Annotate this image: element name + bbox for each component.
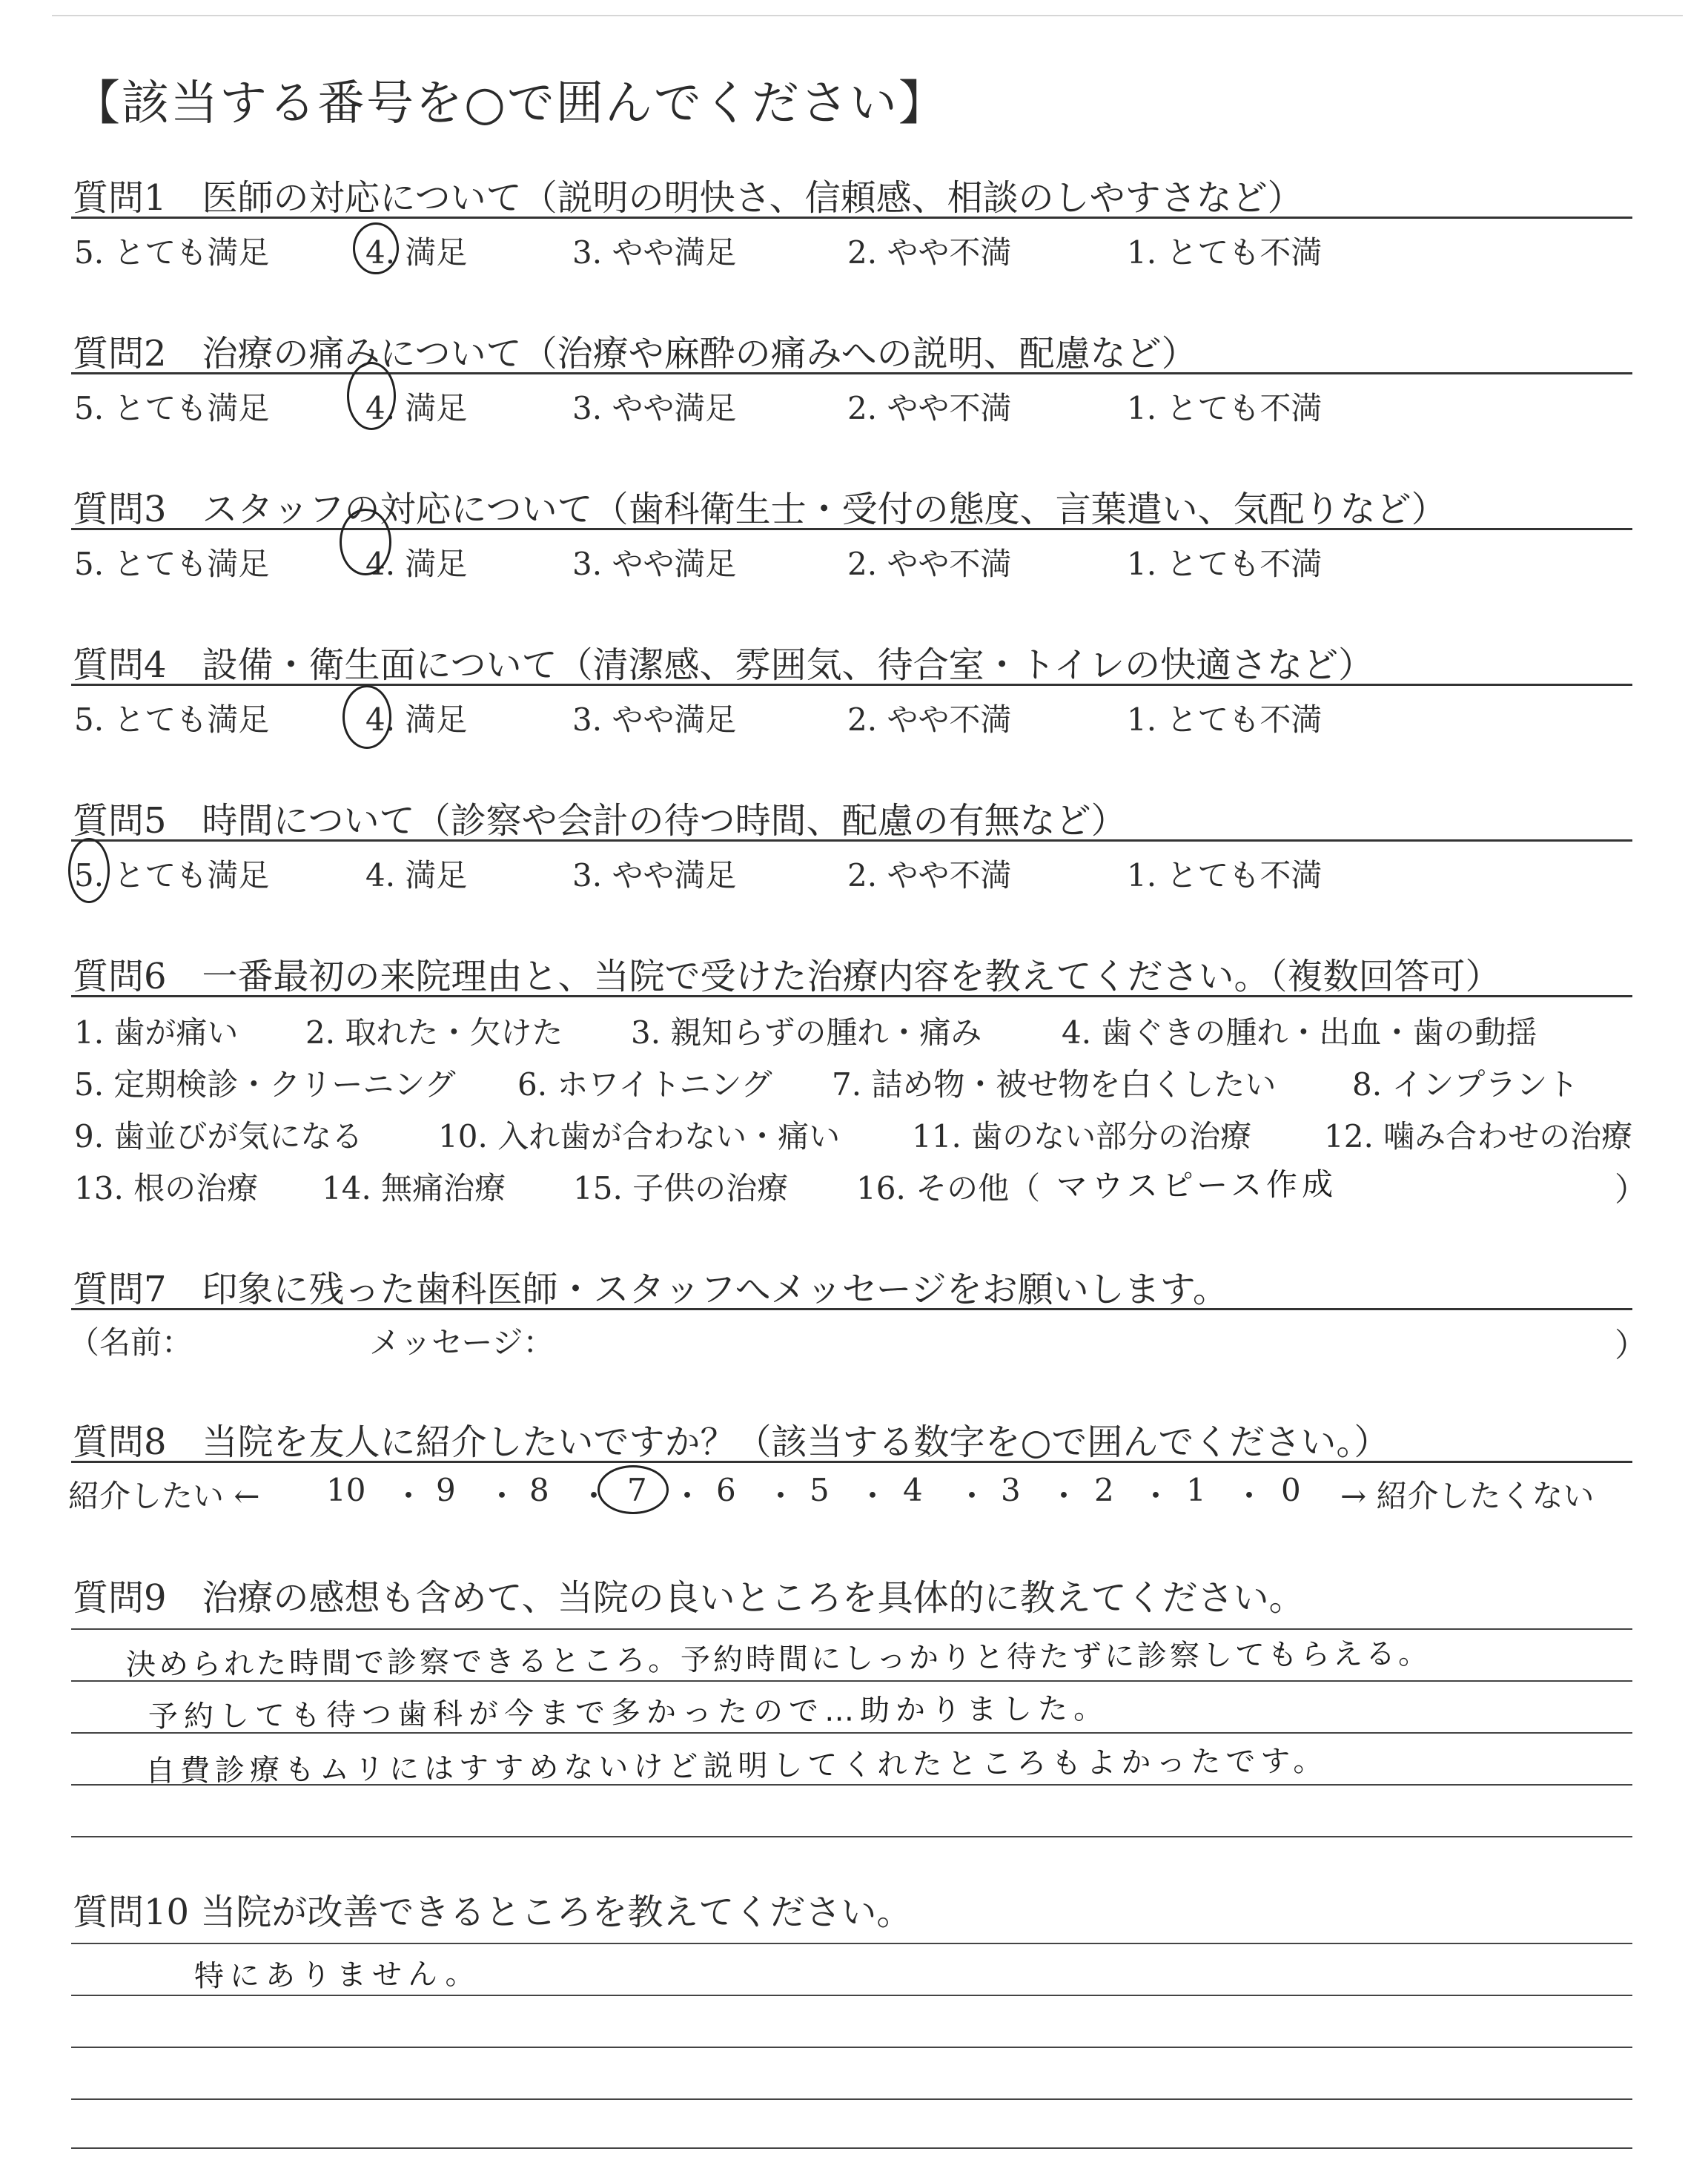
q5-title: 質問5 時間について（診察や会計の待つ時間、配慮の有無など）	[73, 800, 1127, 842]
q6-item-12[interactable]: 12. 噛み合わせの治療	[1324, 1118, 1633, 1155]
q9-answer-line-2: 予約しても待つ歯科が今まで多かったので…助かりました。	[148, 1691, 1110, 1734]
q8-score-2[interactable]: 2	[1094, 1472, 1114, 1508]
q4-selection-circle	[342, 685, 391, 749]
q8-dot: ・	[1048, 1478, 1080, 1514]
q9-line-1	[71, 1628, 1632, 1630]
q9-answer-line-1: 決められた時間で診察できるところ。予約時間にしっかりと待たずに診察してもらえる。	[125, 1636, 1431, 1682]
q4-title: 質問4 設備・衛生面について（清潔感、雰囲気、待合室・トイレの快適さなど）	[73, 644, 1374, 686]
q6-item-5[interactable]: 5. 定期検診・クリーニング	[74, 1066, 456, 1103]
q4-rule	[71, 684, 1632, 686]
q6-item-3[interactable]: 3. 親知らずの腫れ・痛み	[631, 1014, 982, 1051]
q10-answer-line-1: 特にありません。	[193, 1957, 481, 1994]
q4-option-2[interactable]: 2. やや不満	[847, 701, 1012, 738]
q2-rule	[71, 372, 1632, 374]
q6-item-7[interactable]: 7. 詰め物・被せ物を白くしたい	[832, 1066, 1277, 1103]
q1-option-3[interactable]: 3. やや満足	[572, 234, 737, 271]
q7-rule	[71, 1308, 1632, 1310]
q4-option-1[interactable]: 1. とても不満	[1127, 701, 1323, 738]
q8-dot: ・	[393, 1478, 425, 1514]
q6-item-4[interactable]: 4. 歯ぐきの腫れ・出血・歯の動揺	[1062, 1014, 1537, 1051]
q6-rule	[71, 995, 1632, 997]
q2-option-2[interactable]: 2. やや不満	[847, 390, 1012, 426]
q8-title: 質問8 当院を友人に紹介したいですか？（該当する数字を○で囲んでください。）	[73, 1421, 1390, 1463]
q8-score-0[interactable]: 0	[1281, 1472, 1301, 1508]
top-border	[52, 15, 1683, 16]
q8-dot: ・	[956, 1478, 988, 1514]
q10-line-5	[71, 2147, 1632, 2149]
q2-selection-circle	[347, 362, 396, 430]
q5-rule	[71, 839, 1632, 842]
q6-item-13[interactable]: 13. 根の治療	[74, 1170, 259, 1206]
q6-item-16[interactable]: 16. その他（	[856, 1170, 1041, 1206]
q8-score-5[interactable]: 5	[810, 1472, 830, 1508]
q6-close-paren: ）	[1615, 1171, 1647, 1209]
q6-item-15[interactable]: 15. 子供の治療	[573, 1170, 789, 1206]
q8-score-1[interactable]: 1	[1186, 1472, 1206, 1508]
q8-dot: ・	[486, 1478, 518, 1514]
q5-option-4[interactable]: 4. 満足	[365, 857, 468, 894]
q8-score-7[interactable]: 7	[627, 1472, 647, 1508]
q8-score-8[interactable]: 8	[529, 1472, 549, 1508]
q8-dot: ・	[1140, 1478, 1172, 1514]
q8-dot: ・	[578, 1478, 610, 1514]
q2-option-3[interactable]: 3. やや満足	[572, 390, 737, 426]
q8-score-3[interactable]: 3	[1001, 1472, 1021, 1508]
q6-other-handwritten: マウスピース作成	[1056, 1166, 1338, 1205]
q6-item-2[interactable]: 2. 取れた・欠けた	[305, 1014, 563, 1051]
q4-option-3[interactable]: 3. やや満足	[572, 701, 737, 738]
page-heading: 【該当する番号を○で囲んでください】	[73, 76, 947, 131]
q8-rule	[71, 1461, 1632, 1463]
q1-rule	[71, 217, 1632, 219]
q5-option-5[interactable]: 5. とても満足	[74, 857, 270, 894]
q10-line-2	[71, 1995, 1632, 1996]
q10-line-3	[71, 2047, 1632, 2048]
q6-item-14[interactable]: 14. 無痛治療	[322, 1170, 506, 1206]
q8-score-4[interactable]: 4	[903, 1472, 923, 1508]
q2-option-5[interactable]: 5. とても満足	[74, 390, 270, 426]
q1-option-1[interactable]: 1. とても不満	[1127, 234, 1323, 271]
q1-option-5[interactable]: 5. とても満足	[74, 234, 270, 271]
q8-dot: ・	[765, 1478, 797, 1514]
q1-selection-circle	[353, 222, 399, 274]
q3-selection-circle	[340, 509, 391, 575]
q3-option-1[interactable]: 1. とても不満	[1127, 546, 1323, 582]
q6-item-9[interactable]: 9. 歯並びが気になる	[74, 1118, 363, 1155]
q10-title: 質問10 当院が改善できるところを教えてください。	[73, 1892, 913, 1933]
q2-option-4[interactable]: 4. 満足	[365, 390, 468, 426]
q8-score-6[interactable]: 6	[716, 1472, 736, 1508]
q7-message-label: メッセージ：	[369, 1324, 555, 1361]
q3-rule	[71, 528, 1632, 530]
q2-title: 質問2 治療の痛みについて（治療や麻酔の痛みへの説明、配慮など）	[73, 333, 1197, 374]
q8-selection-circle	[598, 1465, 669, 1514]
q1-title: 質問1 医師の対応について（説明の明快さ、信頼感、相談のしやすさなど）	[73, 177, 1303, 219]
q3-title: 質問3 スタッフの対応について（歯科衛生士・受付の態度、言葉遣い、気配りなど）	[73, 489, 1447, 530]
q7-name-label: （名前：	[68, 1324, 193, 1361]
q6-item-8[interactable]: 8. インプラント	[1352, 1066, 1579, 1103]
q5-selection-circle	[68, 838, 110, 903]
q1-option-2[interactable]: 2. やや不満	[847, 234, 1012, 271]
q6-item-1[interactable]: 1. 歯が痛い	[74, 1014, 239, 1051]
q7-close-paren: ）	[1615, 1327, 1647, 1364]
q3-option-3[interactable]: 3. やや満足	[572, 546, 737, 582]
q3-option-2[interactable]: 2. やや不満	[847, 546, 1012, 582]
q9-title: 質問9 治療の感想も含めて、当院の良いところを具体的に教えてください。	[73, 1577, 1305, 1619]
q10-line-4	[71, 2098, 1632, 2100]
q7-title: 質問7 印象に残った歯科医師・スタッフへメッセージをお願いします。	[73, 1269, 1228, 1310]
q8-right-label: → 紹介したくない	[1340, 1478, 1595, 1514]
q10-line-1	[71, 1943, 1632, 1944]
q8-left-label: 紹介したい ←	[68, 1478, 260, 1514]
q5-option-3[interactable]: 3. やや満足	[572, 857, 737, 894]
q8-dot: ・	[857, 1478, 889, 1514]
q2-option-1[interactable]: 1. とても不満	[1127, 390, 1323, 426]
q9-line-5	[71, 1836, 1632, 1837]
q8-score-10[interactable]: 10	[326, 1472, 366, 1508]
q1-option-4[interactable]: 4. 満足	[365, 234, 468, 271]
q6-item-10[interactable]: 10. 入れ歯が合わない・痛い	[438, 1118, 841, 1155]
q4-option-5[interactable]: 5. とても満足	[74, 701, 270, 738]
q3-option-5[interactable]: 5. とても満足	[74, 546, 270, 582]
q6-item-11[interactable]: 11. 歯のない部分の治療	[912, 1118, 1252, 1155]
q8-dot: ・	[1234, 1478, 1265, 1514]
q4-option-4[interactable]: 4. 満足	[365, 701, 468, 738]
q5-option-1[interactable]: 1. とても不満	[1127, 857, 1323, 894]
q8-dot: ・	[672, 1478, 704, 1514]
q8-score-9[interactable]: 9	[436, 1472, 456, 1508]
q3-option-4[interactable]: 4. 満足	[365, 546, 468, 582]
q6-item-6[interactable]: 6. ホワイトニング	[517, 1066, 772, 1103]
q9-answer-line-3: 自費診療もムリにはすすめないけど説明してくれたところもよかったです。	[145, 1744, 1328, 1789]
q5-option-2[interactable]: 2. やや不満	[847, 857, 1012, 894]
q6-title: 質問6 一番最初の来院理由と、当院で受けた治療内容を教えてください。（複数回答可）	[73, 956, 1501, 997]
